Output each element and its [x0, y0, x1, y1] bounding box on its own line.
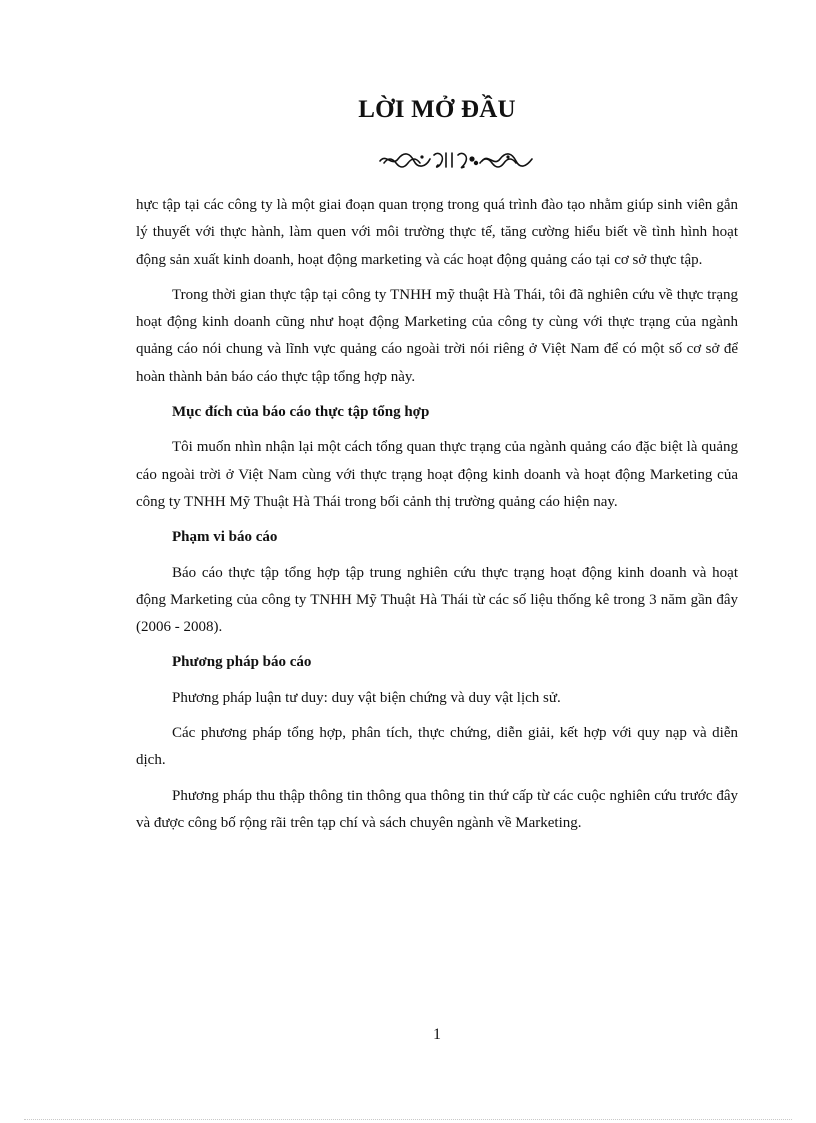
document-body — [136, 192, 738, 845]
paragraph-method-1: Phương pháp luận tư duy: duy vật biện chứng và duy vật lịch sử. — [172, 689, 561, 706]
page-title: LỜI MỞ ĐẦU — [358, 96, 516, 123]
section-heading-method: Phương pháp báo cáo — [172, 654, 312, 671]
page-number: 1 — [433, 1026, 441, 1043]
paragraph-method-3: Phương pháp thu thập thông tin thông qua thông tin thứ cấp từ các cuộc nghiên cứu trước đây và được công bố rộng rãi trên tạp chí và sách chuyên ngành về Marketing. — [136, 787, 738, 831]
paragraph-scope: Báo cáo thực tập tổng hợp tập trung nghiên cứu thực trạng hoạt động kinh doanh và hoạt động Marketing của công ty TNHH Mỹ Thuật Hà Thái từ các số liệu thống kê trong 3 năm gần đây (2006 - 2008). — [136, 564, 738, 636]
page-bottom-divider — [24, 1119, 792, 1120]
section-heading-purpose: Mục đích của báo cáo thực tập tổng hợp — [172, 404, 430, 421]
decorative-divider-icon — [376, 149, 536, 171]
paragraph-intro: hực tập tại các công ty là một giai đoạn quan trọng trong quá trình đào tạo nhằm giúp sinh viên gắn lý thuyết với thực hành, làm quen với môi trường thực tế, tăng cường hiểu biết về tình hình hoạt động sản xuất kinh doanh, hoạt động marketing và các hoạt động quảng cáo tại cơ sở thực tập. — [136, 197, 738, 268]
section-heading-scope: Phạm vi báo cáo — [172, 529, 278, 546]
paragraph-method-2: Các phương pháp tổng hợp, phân tích, thực chứng, diễn giải, kết hợp với quy nạp và diễn dịch. — [136, 725, 738, 769]
paragraph-purpose: Tôi muốn nhìn nhận lại một cách tổng quan thực trạng của ngành quảng cáo đặc biệt là quảng cáo ngoài trời ở Việt Nam cùng với thực trạng hoạt động kinh doanh và hoạt động Marketing của công ty TNHH Mỹ Thuật Hà Thái trong bối cảnh thị trường quảng cáo hiện nay. — [136, 439, 738, 510]
paragraph-internship: Trong thời gian thực tập tại công ty TNHH mỹ thuật Hà Thái, tôi đã nghiên cứu về thực trạng hoạt động kinh doanh cũng như hoạt động Marketing của công ty cùng với thực trạng của ngành quảng cáo nói chung và lĩnh vực quảng cáo ngoài trời nói riêng ở Việt Nam để có một số cơ sở để hoàn thành bản báo cáo thực tập tổng hợp này. — [136, 286, 738, 385]
